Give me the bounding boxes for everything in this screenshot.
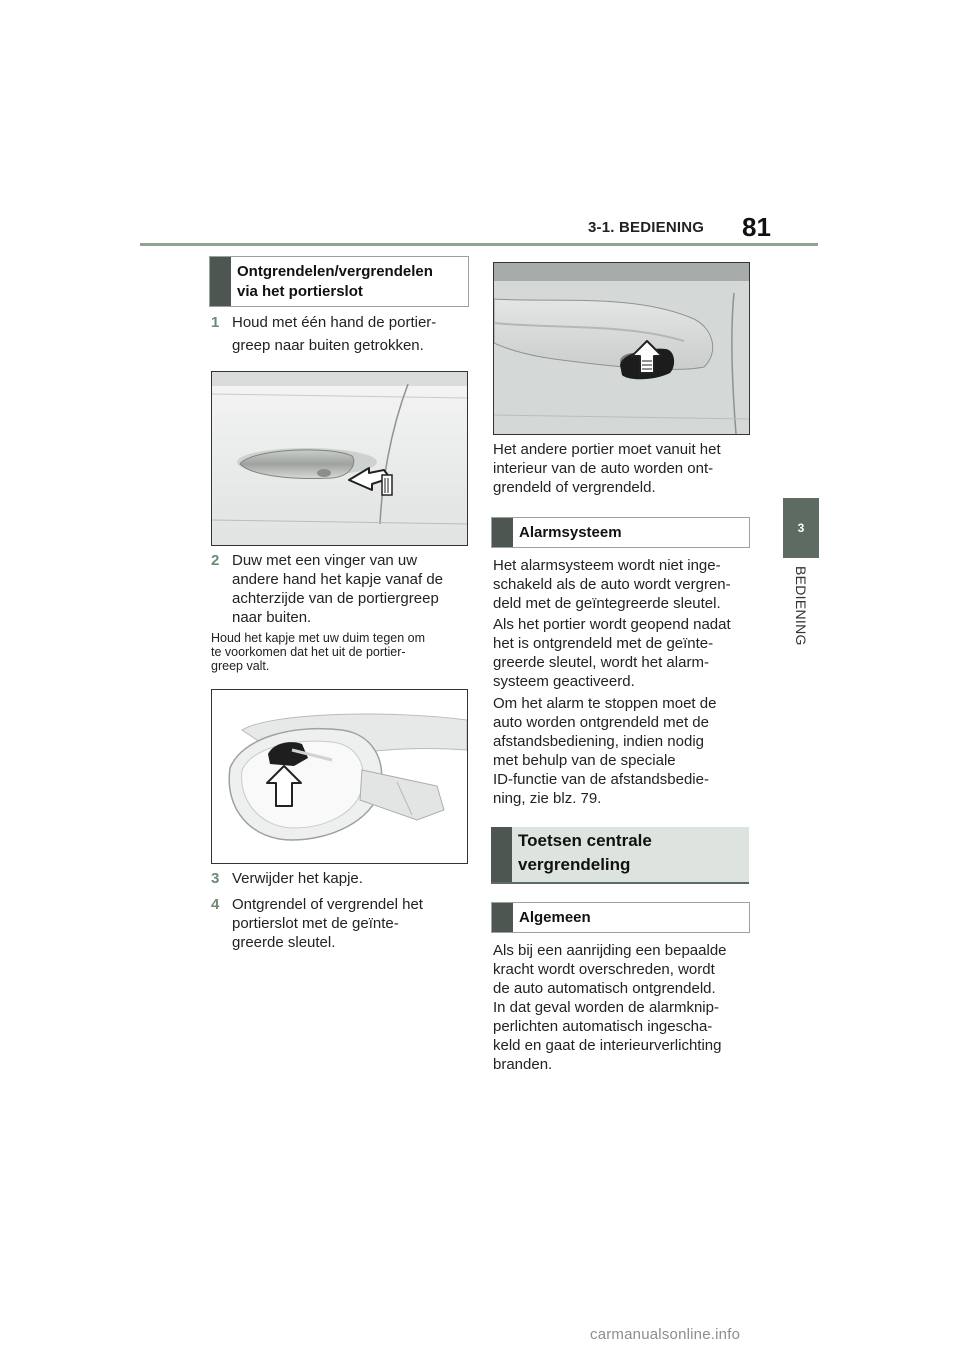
step-2 [211, 551, 471, 627]
step-1-line2: greep naar buiten getrokken. [232, 337, 424, 354]
step-3 [211, 869, 471, 889]
chapter-tab [783, 498, 819, 558]
step-1-number: 1 [211, 314, 220, 331]
paragraph-line: schakeld als de auto wordt vergren- [493, 576, 731, 593]
door-handle-photo [211, 371, 468, 546]
chapter-side-label [785, 566, 815, 656]
general-heading: Algemeen [519, 909, 591, 926]
note-line: greep valt. [211, 659, 270, 673]
chapter-side-label-text: BEDIENING [793, 566, 809, 646]
step-4 [211, 895, 471, 955]
section-header: 3-1. BEDIENING [588, 219, 705, 236]
paragraph-line: Om het alarm te stoppen moet de [493, 695, 717, 712]
note-line: te voorkomen dat het uit de portier- [211, 645, 406, 659]
other-door-paragraph [493, 440, 755, 497]
heading-bar [491, 827, 512, 882]
section-heading-box [209, 256, 469, 307]
central-locking-heading-line2: vergrendeling [518, 855, 631, 874]
paragraph-line: afstandsbediening, indien nodig [493, 733, 705, 750]
central-locking-heading-line1: Toetsen centrale [518, 831, 652, 850]
paragraph-line: de auto automatisch ontgrendeld. [493, 980, 716, 997]
step-2-line: Duw met een vinger van uw [232, 552, 418, 569]
paragraph-line: Het alarmsysteem wordt niet inge- [493, 557, 721, 574]
paragraph-line: greerde sleutel, wordt het alarm- [493, 654, 709, 671]
paragraph-line: branden. [493, 1056, 553, 1073]
step-4-line: portierslot met de geïnte- [232, 915, 399, 932]
paragraph-line: systeem geactiveerd. [493, 673, 635, 690]
section-heading-line2: via het portierslot [237, 283, 363, 300]
paragraph-line: kracht wordt overschreden, wordt [493, 961, 715, 978]
paragraph-line: interieur van de auto worden ont- [493, 460, 714, 477]
paragraph-line: ning, zie blz. 79. [493, 790, 602, 807]
paragraph-line: het is ontgrendeld met de geïnte- [493, 635, 714, 652]
paragraph-line: met behulp van de speciale [493, 752, 676, 769]
step-2-line: achterzijde van de portiergreep [232, 590, 439, 607]
page-number: 81 [742, 212, 771, 242]
section-heading-line1: Ontgrendelen/vergrendelen [237, 263, 433, 280]
alarm-paragraph-2 [493, 615, 755, 691]
paragraph-line: perlichten automatisch ingescha- [493, 1018, 713, 1035]
general-paragraph [493, 941, 755, 1074]
paragraph-line: auto worden ontgrendeld met de [493, 714, 709, 731]
paragraph-line: keld en gaat de interieurverlichting [493, 1037, 722, 1054]
step-2-number: 2 [211, 552, 220, 569]
step-3-number: 3 [211, 870, 220, 887]
note-line: Houd het kapje met uw duim tegen om [211, 631, 426, 645]
paragraph-line: Als bij een aanrijding een bepaalde [493, 942, 727, 959]
alarm-heading: Alarmsysteem [519, 524, 622, 541]
general-heading-box [491, 902, 750, 933]
header-rule [140, 243, 818, 246]
door-lock-photo [493, 262, 750, 435]
step-4-line: Ontgrendel of vergrendel het [232, 896, 423, 913]
step-1-line1: Houd met één hand de portier- [232, 314, 437, 331]
alarm-paragraph-3 [493, 694, 755, 808]
step-4-number: 4 [211, 896, 220, 913]
step-1 [211, 313, 471, 357]
central-locking-heading-box [491, 827, 749, 884]
heading-bar [210, 257, 231, 306]
heading-bar [492, 903, 513, 932]
step-2-note [211, 631, 471, 673]
watermark: carmanualsonline.info [590, 1326, 741, 1343]
paragraph-line: Het andere portier moet vanuit het [493, 441, 721, 458]
step-3-text: Verwijder het kapje. [232, 870, 363, 887]
paragraph-line: In dat geval worden de alarmknip- [493, 999, 719, 1016]
step-2-line: andere hand het kapje vanaf de [232, 571, 444, 588]
paragraph-line: grendeld of vergrendeld. [493, 479, 656, 496]
paragraph-line: deld met de geïntegreerde sleutel. [493, 595, 721, 612]
paragraph-line: ID-functie van de afstandsbedie- [493, 771, 709, 788]
handle-cap-photo [211, 689, 468, 864]
alarm-heading-box [491, 517, 750, 548]
step-2-line: naar buiten. [232, 609, 312, 626]
paragraph-line: Als het portier wordt geopend nadat [493, 616, 731, 633]
chapter-tab-number: 3 [797, 521, 805, 535]
step-4-line: greerde sleutel. [232, 934, 336, 951]
heading-bar [492, 518, 513, 547]
alarm-paragraph-1 [493, 556, 755, 613]
